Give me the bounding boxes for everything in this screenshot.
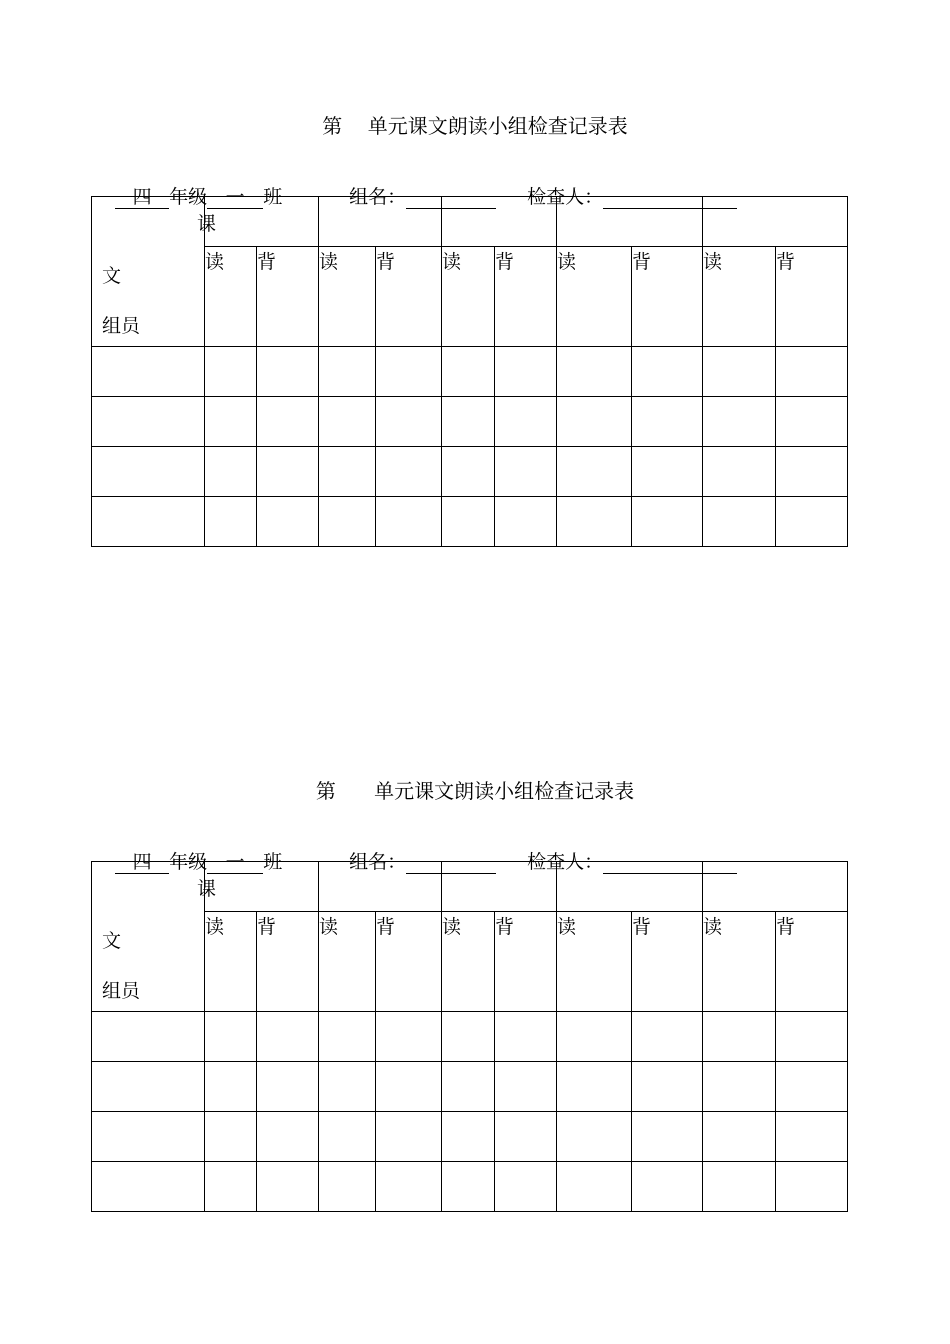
record-table xyxy=(91,861,848,1212)
check-cell[interactable] xyxy=(376,1112,442,1162)
member-cell[interactable] xyxy=(92,1112,205,1162)
check-cell[interactable] xyxy=(376,1012,442,1062)
check-cell[interactable] xyxy=(776,1062,848,1112)
lesson-header-cell xyxy=(442,197,557,247)
lesson-header-cell xyxy=(557,862,703,912)
check-cell[interactable] xyxy=(557,347,632,397)
member-cell[interactable] xyxy=(92,1062,205,1112)
check-cell[interactable] xyxy=(319,1112,376,1162)
class-value: 一 xyxy=(207,186,263,209)
check-cell[interactable] xyxy=(442,497,495,547)
check-cell[interactable] xyxy=(557,1162,632,1212)
check-cell[interactable] xyxy=(205,1012,257,1062)
check-cell[interactable] xyxy=(319,397,376,447)
table-row xyxy=(92,1012,848,1062)
check-cell[interactable] xyxy=(495,1012,557,1062)
recite-header: 背 xyxy=(632,247,703,347)
check-cell[interactable] xyxy=(495,1112,557,1162)
check-cell[interactable] xyxy=(205,447,257,497)
grade-value: 四 xyxy=(115,851,169,874)
check-cell[interactable] xyxy=(257,1062,319,1112)
member-cell[interactable] xyxy=(92,1162,205,1212)
grade-label: 年级 xyxy=(169,851,208,873)
check-cell[interactable] xyxy=(776,397,848,447)
recite-header: 背 xyxy=(495,912,557,1012)
read-header: 读 xyxy=(703,247,776,347)
group-name-label: 组名： xyxy=(349,851,407,873)
check-cell[interactable] xyxy=(495,497,557,547)
group-name-label: 组名： xyxy=(349,186,407,208)
check-cell[interactable] xyxy=(257,497,319,547)
check-cell[interactable] xyxy=(376,447,442,497)
check-cell[interactable] xyxy=(257,397,319,447)
check-cell[interactable] xyxy=(703,397,776,447)
check-cell[interactable] xyxy=(257,1012,319,1062)
read-header: 读 xyxy=(205,912,257,1012)
check-cell[interactable] xyxy=(495,1162,557,1212)
check-cell[interactable] xyxy=(703,1062,776,1112)
check-cell[interactable] xyxy=(776,497,848,547)
check-cell[interactable] xyxy=(703,1012,776,1062)
recite-header: 背 xyxy=(632,912,703,1012)
read-header: 读 xyxy=(703,912,776,1012)
check-cell[interactable] xyxy=(557,1012,632,1062)
table-row xyxy=(92,347,848,397)
lesson-header-cell xyxy=(319,197,442,247)
check-cell[interactable] xyxy=(319,497,376,547)
check-cell[interactable] xyxy=(319,1062,376,1112)
check-cell[interactable] xyxy=(442,347,495,397)
form-title: 第 单元课文朗读小组检查记录表 xyxy=(322,114,628,138)
check-cell[interactable] xyxy=(442,447,495,497)
read-header: 读 xyxy=(319,247,376,347)
check-cell[interactable] xyxy=(257,447,319,497)
form-title: 第 单元课文朗读小组检查记录表 xyxy=(315,779,635,803)
check-cell[interactable] xyxy=(376,1162,442,1212)
class-label: 班 xyxy=(263,851,283,873)
read-header: 读 xyxy=(205,247,257,347)
check-cell[interactable] xyxy=(703,1162,776,1212)
check-cell[interactable] xyxy=(495,347,557,397)
lesson-header-cell xyxy=(205,197,319,247)
check-cell[interactable] xyxy=(776,1012,848,1062)
corner-label-members: 组员 xyxy=(102,315,141,337)
checker-label: 检查人： xyxy=(527,186,604,208)
corner-label-text: 文 xyxy=(102,265,122,287)
check-cell[interactable] xyxy=(557,397,632,447)
check-cell[interactable] xyxy=(205,1112,257,1162)
read-header: 读 xyxy=(319,912,376,1012)
check-cell[interactable] xyxy=(495,447,557,497)
check-cell[interactable] xyxy=(632,447,703,497)
member-cell[interactable] xyxy=(92,347,205,397)
check-cell[interactable] xyxy=(442,1062,495,1112)
table-row xyxy=(92,1062,848,1112)
class-value: 一 xyxy=(207,851,263,874)
lesson-header-cell xyxy=(703,862,848,912)
check-cell[interactable] xyxy=(442,397,495,447)
recite-header: 背 xyxy=(495,247,557,347)
recite-header: 背 xyxy=(257,247,319,347)
recite-header: 背 xyxy=(376,247,442,347)
check-cell[interactable] xyxy=(557,447,632,497)
table-row xyxy=(92,447,848,497)
check-cell[interactable] xyxy=(557,1062,632,1112)
corner-label-text: 文 xyxy=(102,930,122,952)
read-header: 读 xyxy=(442,247,495,347)
recite-header: 背 xyxy=(776,247,848,347)
check-cell[interactable] xyxy=(703,447,776,497)
recite-header: 背 xyxy=(776,912,848,1012)
check-cell[interactable] xyxy=(632,1012,703,1062)
corner-label-lesson: 课 xyxy=(197,878,217,900)
recite-header: 背 xyxy=(376,912,442,1012)
grade-value: 四 xyxy=(115,186,169,209)
check-cell[interactable] xyxy=(703,497,776,547)
lesson-header-cell xyxy=(319,862,442,912)
grade-label: 年级 xyxy=(169,186,208,208)
check-cell[interactable] xyxy=(319,1012,376,1062)
check-cell[interactable] xyxy=(557,1112,632,1162)
check-cell[interactable] xyxy=(257,1112,319,1162)
table-row xyxy=(92,497,848,547)
member-cell[interactable] xyxy=(92,1012,205,1062)
read-header: 读 xyxy=(442,912,495,1012)
check-cell[interactable] xyxy=(632,1162,703,1212)
checker-label: 检查人： xyxy=(527,851,604,873)
check-cell[interactable] xyxy=(557,497,632,547)
check-cell[interactable] xyxy=(442,1012,495,1062)
check-cell[interactable] xyxy=(442,1112,495,1162)
check-cell[interactable] xyxy=(442,1162,495,1212)
check-cell[interactable] xyxy=(376,497,442,547)
check-cell[interactable] xyxy=(776,1162,848,1212)
record-table xyxy=(91,196,848,547)
table-row xyxy=(92,1112,848,1162)
check-cell[interactable] xyxy=(495,1062,557,1112)
lesson-header-cell xyxy=(442,862,557,912)
table-row xyxy=(92,1162,848,1212)
check-cell[interactable] xyxy=(632,397,703,447)
check-cell[interactable] xyxy=(257,347,319,397)
check-cell[interactable] xyxy=(205,1062,257,1112)
lesson-header-cell xyxy=(205,862,319,912)
read-header: 读 xyxy=(557,247,632,347)
recite-header: 背 xyxy=(257,912,319,1012)
corner-label-members: 组员 xyxy=(102,980,141,1002)
corner-label-lesson: 课 xyxy=(197,213,217,235)
check-cell[interactable] xyxy=(632,1062,703,1112)
check-cell[interactable] xyxy=(703,347,776,397)
check-cell[interactable] xyxy=(703,1112,776,1162)
class-label: 班 xyxy=(263,186,283,208)
check-cell[interactable] xyxy=(319,1162,376,1212)
check-cell[interactable] xyxy=(776,1112,848,1162)
check-cell[interactable] xyxy=(257,1162,319,1212)
read-header: 读 xyxy=(557,912,632,1012)
check-cell[interactable] xyxy=(205,347,257,397)
lesson-header-cell xyxy=(703,197,848,247)
check-cell[interactable] xyxy=(776,347,848,397)
check-cell[interactable] xyxy=(319,447,376,497)
check-cell[interactable] xyxy=(632,497,703,547)
check-cell[interactable] xyxy=(776,447,848,497)
check-cell[interactable] xyxy=(205,1162,257,1212)
member-cell[interactable] xyxy=(92,447,205,497)
check-cell[interactable] xyxy=(632,347,703,397)
check-cell[interactable] xyxy=(205,397,257,447)
member-cell[interactable] xyxy=(92,397,205,447)
check-cell[interactable] xyxy=(205,497,257,547)
check-cell[interactable] xyxy=(376,1062,442,1112)
check-cell[interactable] xyxy=(376,347,442,397)
table-row xyxy=(92,397,848,447)
member-cell[interactable] xyxy=(92,497,205,547)
check-cell[interactable] xyxy=(495,397,557,447)
check-cell[interactable] xyxy=(632,1112,703,1162)
lesson-header-cell xyxy=(557,197,703,247)
check-cell[interactable] xyxy=(376,397,442,447)
check-cell[interactable] xyxy=(319,347,376,397)
